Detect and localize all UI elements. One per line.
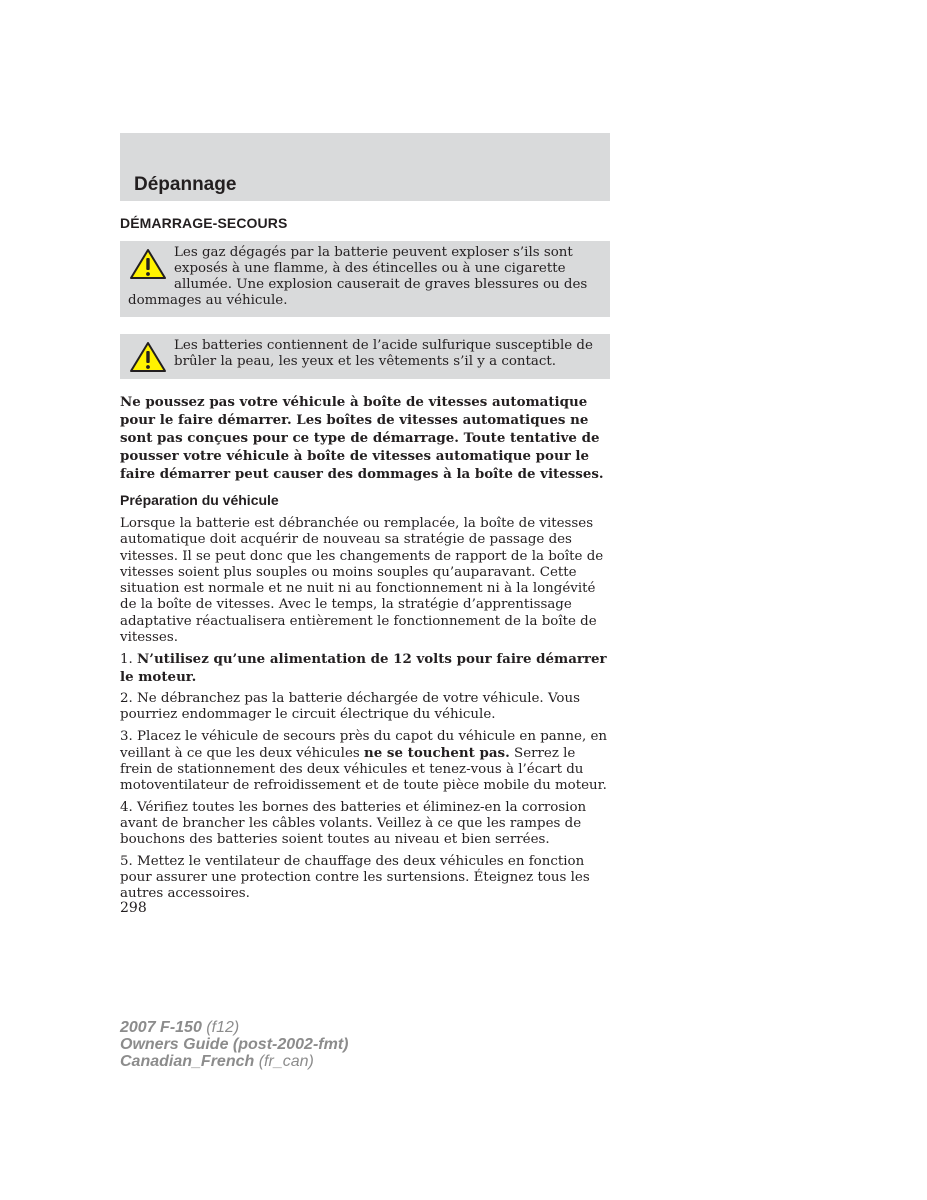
warning-box-explosion — [120, 241, 610, 317]
chapter-title: Dépannage — [134, 174, 237, 195]
footer-language-code: (fr_can) — [258, 1053, 314, 1070]
footer-model-code: (f12) — [206, 1019, 240, 1036]
step-3-text-a: 3. Placez le véhicule de secours près du capot du véhicule en panne, en veillant à ce que les deux véhicules — [120, 728, 608, 761]
warning-triangle-icon — [128, 340, 168, 374]
footer-guide: Owners Guide (post-2002-fmt) — [120, 1036, 349, 1053]
chapter-header — [120, 133, 610, 201]
footer-line-3 — [120, 1053, 348, 1070]
step-1 — [120, 651, 610, 686]
warning-text: Les gaz dégagés par la batterie peuvent exploser s’ils sont exposés à une flamme, à des étincelles ou à une cigarette allumée. Une explosion causerait de graves blessures ou des dommages au véhicule. — [128, 245, 588, 308]
page-number: 298 — [120, 900, 147, 916]
subsection-heading: Préparation du véhicule — [120, 492, 279, 508]
transmission-caution-paragraph: Ne poussez pas votre véhicule à boîte de vitesses automatique pour le faire démarrer. Les boîtes de vitesses automatiques ne sont pas conçues pour ce type de démarrage. Toute tentative de pousser votre véhicule à boîte de vitesses automatique pour le faire démarrer peut causer des dommages à la boîte de vitesses. — [120, 394, 604, 482]
step-2: 2. Ne débranchez pas la batterie déchargée de votre véhicule. Vous pourriez endommager le circuit électrique du véhicule. — [120, 690, 580, 723]
footer-model: 2007 F-150 — [120, 1019, 202, 1036]
body-content — [120, 516, 610, 908]
document-footer — [120, 1019, 348, 1070]
intro-paragraph: Lorsque la batterie est débranchée ou remplacée, la boîte de vitesses automatique doit acquérir de nouveau sa stratégie de passage des vitesses. Il se peut donc que les changements de rapport de la boîte de vitesses soient plus souples ou moins souples qu’auparavant. Cette situation est normale et ne nuit ni au fonctionnement ni à la longévité de la boîte de vitesses. Avec le temps, la stratégie d’apprentissage adaptative réactualisera entièrement le fonctionnement de la boîte de vitesses. — [120, 516, 604, 646]
warning-box-acid — [120, 334, 610, 379]
step-3-text-b: Serrez le frein de stationnement des deux véhicules et tenez-vous à l’écart du motoventilateur de refroidissement et de toute pièce mobile du moteur. — [120, 745, 607, 794]
footer-line-1 — [120, 1019, 348, 1036]
step-3 — [120, 729, 610, 795]
step-1-text: N’utilisez qu’une alimentation de 12 volts pour faire démarrer le moteur. — [120, 651, 607, 685]
step-3-bold: ne se touchent pas. — [364, 744, 510, 761]
warning-text: Les batteries contiennent de l’acide sulfurique susceptible de brûler la peau, les yeux et les vêtements s’il y a contact. — [174, 338, 593, 369]
step-5: 5. Mettez le ventilateur de chauffage des deux véhicules en fonction pour assurer une protection contre les surtensions. Éteignez tous les autres accessoires. — [120, 853, 590, 902]
footer-language: Canadian_French — [120, 1053, 255, 1070]
section-heading: DÉMARRAGE-SECOURS — [120, 215, 288, 231]
step-1-number: 1. — [120, 652, 133, 668]
step-4: 4. Vérifiez toutes les bornes des batteries et éliminez-en la corrosion avant de brancher les câbles volants. Veillez à ce que les rampes de bouchons des batteries soient toutes au niveau et bien serrées. — [120, 799, 587, 848]
footer-line-2 — [120, 1036, 348, 1053]
warning-triangle-icon — [128, 247, 168, 281]
